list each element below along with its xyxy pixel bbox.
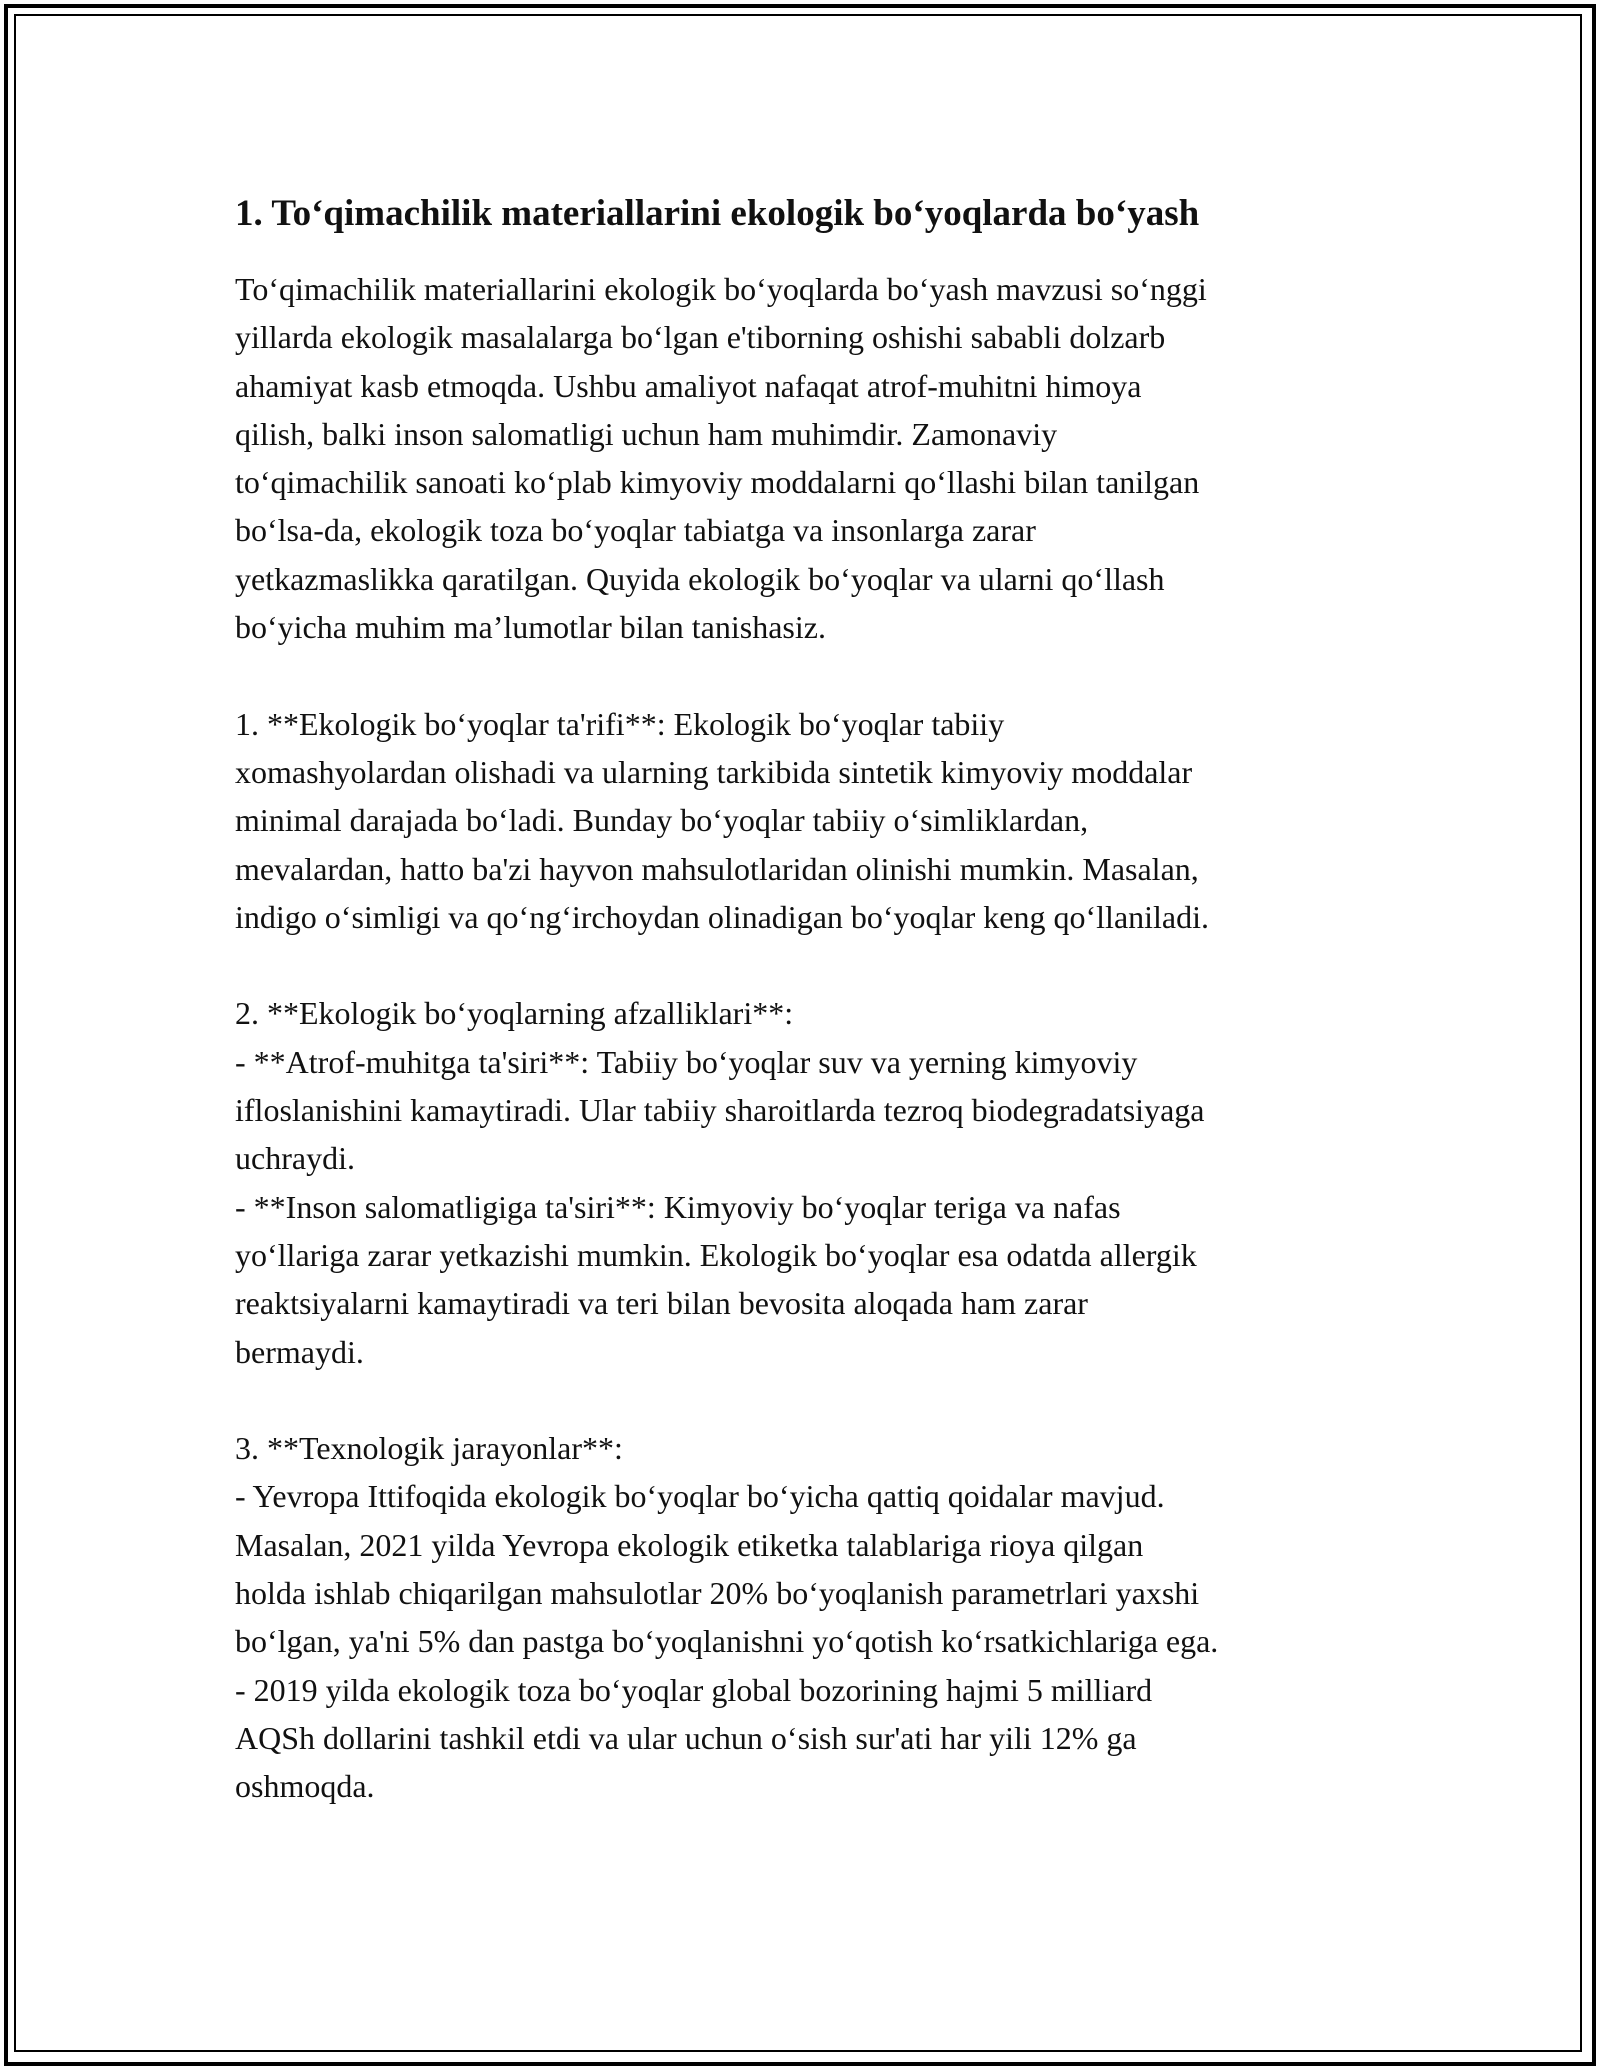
document-title: 1. To‘qimachilik materiallarini ekologik bo‘yoqlarda bo‘yash (235, 193, 1200, 234)
document-content (235, 185, 1385, 1811)
document-body: To‘qimachilik materiallarini ekologik bo‘yoqlarda bo‘yash mavzusi so‘nggi yillarda ekologik masalalarga bo‘lgan e'tiborning oshishi sababli dolzarb ahamiyat kasb etmoqda. Ushbu amaliyot nafaqat atrof-muhitni himoya qilish, balki inson salomatligi uchun ham muhimdir. Zamonaviy to‘qimachilik sanoati ko‘plab kimyoviy moddalarni qo‘llashi bilan tanilgan bo‘lsa-da, ekologik toza bo‘yoqlar tabiatga va insonlarga zarar yetkazmaslikka qaratilgan. Quyida ekologik bo‘yoqlar va ularni qo‘llash bo‘yicha muhim ma’lumotlar bilan tanishasiz. 1. **Ekologik bo‘yoqlar ta'rifi**: Ekologik bo‘yoqlar tabiiy xomashyolardan olishadi va ularning tarkibida sintetik kimyoviy moddalar minimal darajada bo‘ladi. Bunday bo‘yoqlar tabiiy o‘simliklardan, mevalardan, hatto ba'zi hayvon mahsulotlaridan olinishi mumkin. Masalan, indigo o‘simligi va qo‘ng‘irchoydan olinadigan bo‘yoqlar keng qo‘llaniladi. 2. **Ekologik bo‘yoqlarning afzalliklari**: - **Atrof-muhitga ta'siri**: Tabiiy bo‘yoqlar suv va yerning kimyoviy ifloslanishini kamaytiradi. Ular tabiiy sharoitlarda tezroq biodegradatsiyaga uchraydi. - **Inson salomatligiga ta'siri**: Kimyoviy bo‘yoqlar teriga va nafas yo‘llariga zarar yetkazishi mumkin. Ekologik bo‘yoqlar esa odatda allergik reaktsiyalarni kamaytiradi va teri bilan bevosita aloqada ham zarar bermaydi. 3. **Texnologik jarayonlar**: - Yevropa Ittifoqida ekologik bo‘yoqlar bo‘yicha qattiq qoidalar mavjud. Masalan, 2021 yilda Yevropa ekologik etiketka talablariga rioya qilgan holda ishlab chiqarilgan mahsulotlar 20% bo‘yoqlanish parametrlari yaxshi bo‘lgan, ya'ni 5% dan pastga bo‘yoqlanishni yo‘qotish ko‘rsatkichlariga ega. - 2019 yilda ekologik toza bo‘yoqlar global bozorining hajmi 5 milliard AQSh dollarini tashkil etdi va ular uchun o‘sish sur'ati har yili 12% ga oshmoqda. (235, 271, 1219, 1805)
